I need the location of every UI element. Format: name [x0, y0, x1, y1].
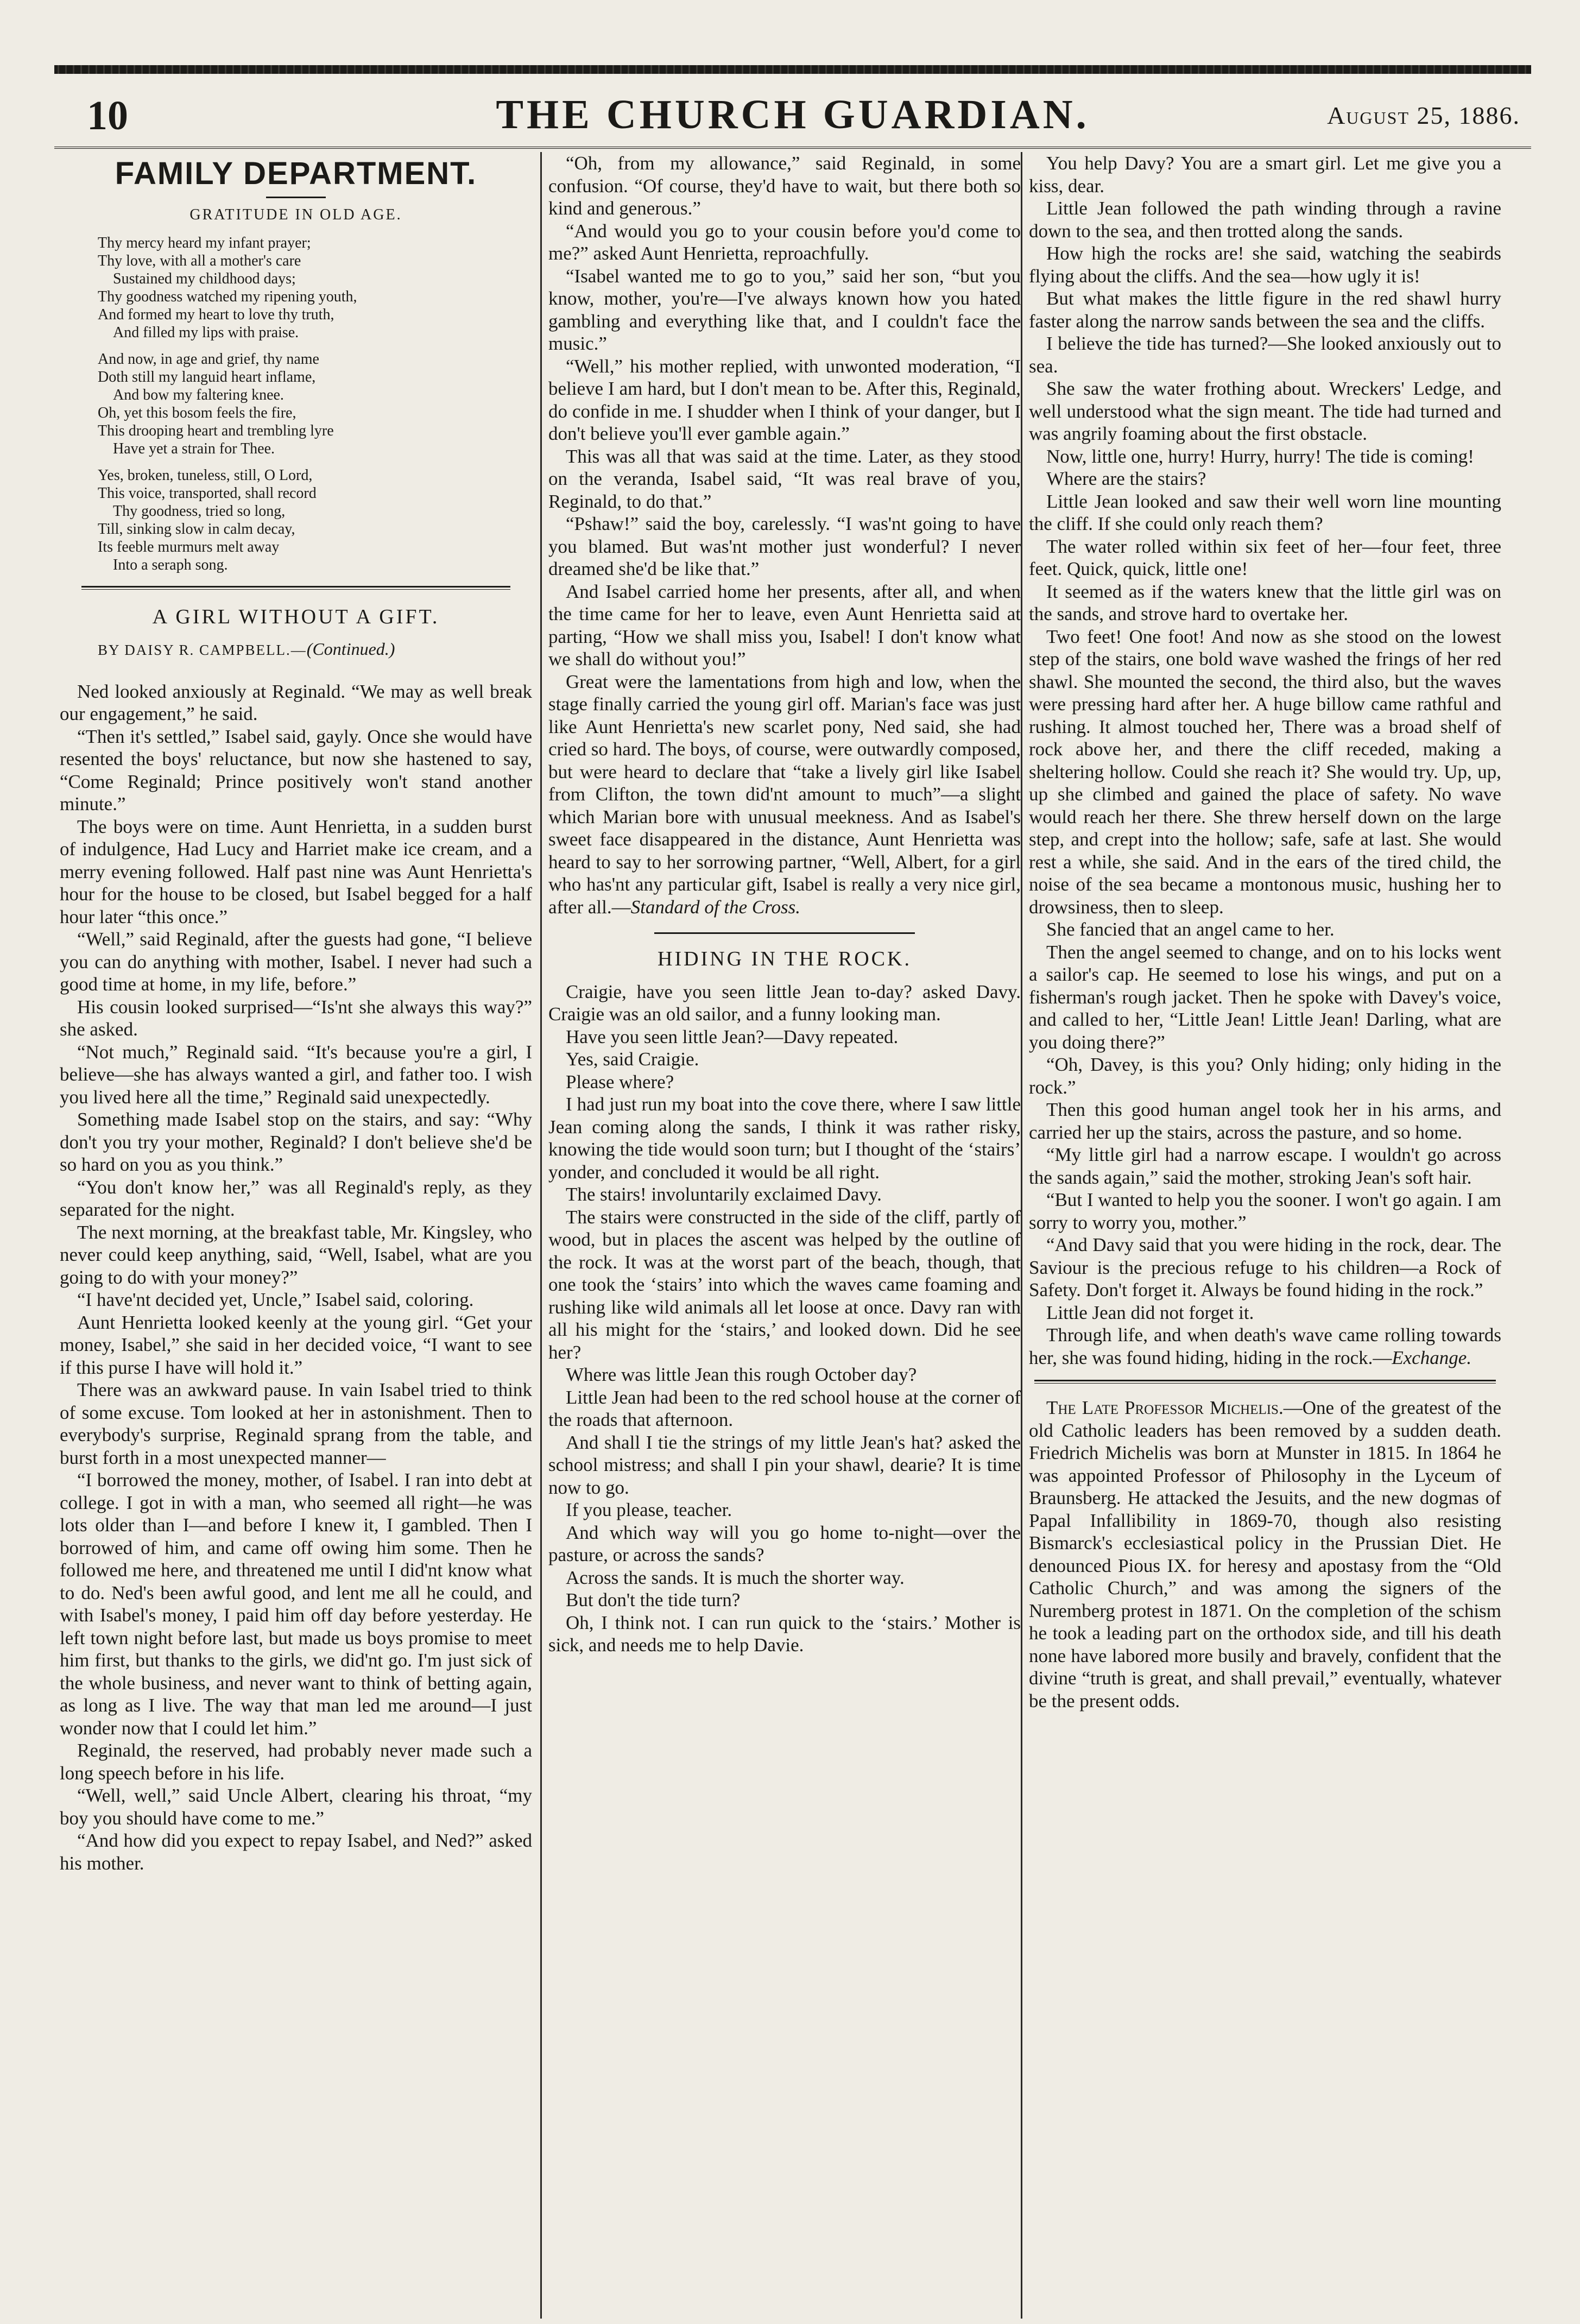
poem-line: Into a seraph song. [113, 556, 228, 573]
continued-note: (Continued.) [306, 639, 395, 659]
paragraph [548, 1026, 1021, 1049]
paragraph [548, 981, 1021, 1026]
paragraph-text: Little Jean followed the path winding through a ravine down to the sea, and then trotted along the sands. [1029, 198, 1501, 242]
paragraph [1029, 1098, 1501, 1144]
poem-title: GRATITUDE IN OLD AGE. [189, 206, 402, 223]
issue-date: August 25, 1886. [1327, 102, 1520, 129]
paragraph [1029, 242, 1501, 287]
paragraph [1029, 332, 1501, 377]
paragraph-text: “Well,” said Reginald, after the guests had gone, “I believe you can do anything with mother, Isabel. I never had such a good time at home, in my life, before.” [60, 929, 532, 995]
column-rule [1021, 152, 1022, 2319]
column-rule [540, 152, 542, 2319]
stanza-gap [98, 342, 532, 350]
paragraph [1029, 197, 1501, 242]
poem-line: Have yet a strain for Thee. [113, 440, 275, 457]
paragraph-text: “Well, well,” said Uncle Albert, clearing his throat, “my boy you should have come to me.” [60, 1785, 532, 1829]
paragraph-text: “And Davy said that you were hiding in the rock, dear. The Saviour is the precious refuge to his children—a Rock of Safety. Don't forget it. Always be found hiding in the rock.” [1029, 1234, 1501, 1300]
page-number: 10 [87, 93, 128, 138]
paragraph-text: Then the angel seemed to change, and on to his locks went a sailor's cap. He seemed to lose his wings, and put on a fisherman's rough jacket. Then he spoke with Davey's voice, and called to her, “Little Jean! Little Jean! Darling, what are you doing there?” [1029, 941, 1501, 1053]
obituary-paragraph [1029, 1397, 1501, 1712]
poem-line: Oh, yet this bosom feels the fire, [98, 404, 296, 421]
column-3 [1029, 152, 1501, 2319]
paragraph-text: I believe the tide has turned?—She looked anxiously out to sea. [1029, 333, 1501, 377]
paragraph [60, 1311, 532, 1379]
paragraph [548, 1386, 1021, 1431]
paragraph [60, 1739, 532, 1784]
paragraph [1029, 535, 1501, 580]
paragraph-text: The boys were on time. Aunt Henrietta, in a sudden burst of indulgence, Had Lucy and Harriet make ice cream, and a merry evening followed. Half past nine was Aunt Henrietta's hour for the house to be closed, but Isabel begged for a half hour later “this once.” [60, 816, 532, 927]
paragraph [548, 1521, 1021, 1567]
poem [98, 234, 532, 574]
column-2 [548, 152, 1021, 2319]
section-divider [654, 932, 915, 934]
paragraph [548, 1589, 1021, 1612]
paragraph [1029, 1302, 1501, 1324]
paragraph-text: Two feet! One foot! And now as she stood on the lowest step of the stairs, one bold wave washed the frings of her red shawl. She mounted the second, the third also, but the waves were pressing hard after her. A huge billow came rathful and rushing. It almost touched her, There was a broad shelf of rock above her, and there the cliff receded, making a sheltering hollow. Could she reach it? She would try. Up, up, up she climbed and gained the place of safety. No wave would reach her there. She threw herself down on the large step, and crept into the hollow; safe, safe at last. She would rest a while, she said. And in the ears of the tired child, the noise of the sea became a montonous music, hushing her to drowsiness, then to sleep. [1029, 626, 1501, 918]
paragraph-text: “Oh, Davey, is this you? Only hiding; only hiding in the rock.” [1029, 1054, 1501, 1098]
paragraph [1029, 1189, 1501, 1234]
poem-line: And now, in age and grief, thy name [98, 350, 319, 368]
section-divider [81, 586, 510, 590]
story-title: A GIRL WITHOUT A GIFT. [152, 605, 440, 628]
paragraph [548, 1183, 1021, 1206]
paragraph-text: Yes, said Craigie. [566, 1049, 699, 1070]
paragraph [60, 725, 532, 816]
paragraph-text: Across the sands. It is much the shorter way. [566, 1567, 905, 1588]
story-byline [98, 638, 532, 662]
paragraph [548, 513, 1021, 580]
paragraph [548, 355, 1021, 445]
story-text-continued [1029, 152, 1501, 1369]
paragraph-text: This was all that was said at the time. Later, as they stood on the veranda, Isabel said, “It was real brave of you, Reginald, to do that.” [548, 445, 1021, 512]
paragraph [60, 1784, 532, 1829]
paragraph [1029, 445, 1501, 468]
poem-line: And filled my lips with praise. [113, 324, 299, 341]
paragraph [60, 996, 532, 1041]
paragraph-text: Aunt Henrietta looked keenly at the young girl. “Get your money, Isabel,” she said in her decided voice, “I want to see if this purse I have will hold it.” [60, 1311, 532, 1378]
newspaper-title: THE CHURCH GUARDIAN. [496, 92, 1090, 137]
paragraph [1029, 1234, 1501, 1302]
paragraph [548, 1499, 1021, 1521]
paragraph [60, 1469, 532, 1739]
paragraph [1029, 287, 1501, 332]
paragraph [548, 1048, 1021, 1071]
paragraph-text: And shall I tie the strings of my little Jean's hat? asked the school mistress; and shall I pin your shawl, dearie? It is time now to go. [548, 1431, 1021, 1498]
paragraph [1029, 490, 1501, 535]
paragraph [60, 1379, 532, 1469]
paragraph-text: Little Jean looked and saw their well worn line mounting the cliff. If she could only reach them? [1029, 490, 1501, 534]
paragraph-text: I had just run my boat into the cove there, where I saw little Jean coming along the sands, I think it was rather risky, knowing the tide would soon turn; but I thought of the ‘stairs’ yonder, and concluded it would be all right. [548, 1094, 1021, 1183]
section-divider [1034, 1380, 1496, 1384]
paragraph [60, 680, 532, 725]
paragraph [548, 445, 1021, 513]
paragraph-text: Please where? [566, 1071, 674, 1092]
poem-line: And bow my faltering knee. [113, 386, 284, 403]
poem-line: Till, sinking slow in calm decay, [98, 520, 295, 538]
paragraph-text: “Not much,” Reginald said. “It's because you're a girl, I believe—she has always wanted a girl, and father too. I wish you lived here all the time,” Reginald said unexpectedly. [60, 1041, 532, 1108]
paragraph [1029, 941, 1501, 1054]
paragraph [1029, 580, 1501, 626]
paragraph [60, 816, 532, 929]
poem-line: Its feeble murmurs melt away [98, 538, 280, 555]
poem-line: Thy goodness, tried so long, [113, 502, 286, 520]
paragraph-text: The next morning, at the breakfast table, Mr. Kingsley, who never could keep anything, said, “Well, Isabel, what are you going to do with your money?” [60, 1221, 532, 1288]
paragraph [1029, 1144, 1501, 1189]
paragraph-text: You help Davy? You are a smart girl. Let me give you a kiss, dear. [1029, 153, 1501, 197]
paragraph [548, 1206, 1021, 1364]
paragraph [1029, 626, 1501, 919]
paragraph-text: “Oh, from my allowance,” said Reginald, in some confusion. “Of course, they'd have to wait, but there both so kind and generous.” [548, 153, 1021, 219]
paragraph [548, 671, 1021, 919]
paragraph-text: How high the rocks are! she said, watching the seabirds flying about the cliffs. And the sea—how ugly it is! [1029, 243, 1501, 287]
paragraph-text: Craigie, have you seen little Jean to-day? asked Davy. Craigie was an old sailor, and a funny looking man. [548, 981, 1021, 1025]
stanza-gap [98, 458, 532, 466]
poem-line: This drooping heart and trembling lyre [98, 422, 334, 439]
paragraph-text: “Well,” his mother replied, with unwonted moderation, “I believe I am hard, but I don't mean to be. After this, Reginald, do confide in me. I shudder when I think of your danger, but I don't believe you'll ever gamble again.” [548, 355, 1021, 444]
paragraph-text: Where are the stairs? [1046, 468, 1206, 489]
paragraph-text: Where was little Jean this rough October day? [566, 1364, 917, 1385]
paragraph-text: Reginald, the reserved, had probably never made such a long speech before in his life. [60, 1740, 532, 1784]
paragraph-text: She saw the water frothing about. Wreckers' Ledge, and well understood what the sign meant. The tide had turned and was angrily foaming about the first obstacle. [1029, 378, 1501, 444]
paragraph-text: “Then it's settled,” Isabel said, gayly. Once she would have resented the boys' reluctance, but now she hastened to say, “Come Reginald; Prince positively won't stand another minute.” [60, 725, 532, 814]
poem-line: Doth still my languid heart inflame, [98, 368, 316, 386]
paragraph-text: Little Jean had been to the red school house at the corner of the roads that afternoon. [548, 1386, 1021, 1430]
paragraph-text: “You don't know her,” was all Reginald's reply, as they separated for the night. [60, 1176, 532, 1220]
paragraph [548, 580, 1021, 671]
poem-line: Thy love, with all a mother's care [98, 252, 301, 269]
obituary-text: —One of the greatest of the old Catholic leaders has been removed by a sudden death. Friedrich Michelis was born at Munster in 1815. In 1864 he was appointed Professor of Philosophy in the Lyceum of Braunsberg. He attacked the Jesuits, and the new dogmas of Papal Infallibility in 1869-70, though also resisting Bismarck's ecclesiastical policy in the Prussian Diet. He denounced Pious IX. for heresy and apostasy from the “Old Catholic Church,” and was among the signers of the Nuremberg protest in 1871. On the completion of the schism he took a leading part on the orthodox side, and till his death none have labored more busily and bravely, confident that the divine “truth is great, and shall prevail,” eventually, whatever be the present odds. [1029, 1397, 1501, 1712]
paragraph-text: But what makes the little figure in the red shawl hurry faster along the narrow sands between the sea and the cliffs. [1029, 288, 1501, 332]
department-heading: FAMILY DEPARTMENT. [115, 156, 477, 191]
paragraph [548, 1093, 1021, 1183]
paragraph-text: Little Jean did not forget it. [1046, 1302, 1254, 1323]
paragraph [60, 1176, 532, 1221]
paragraph-text: The stairs! involuntarily exclaimed Davy. [566, 1184, 882, 1205]
paragraph [548, 1612, 1021, 1657]
paragraph-text: Ned looked anxiously at Reginald. “We may as well break our engagement,” he said. [60, 680, 532, 724]
paragraph-text: “And how did you expect to repay Isabel, and Ned?” asked his mother. [60, 1830, 532, 1874]
paragraph [60, 1221, 532, 1289]
obituary-lead: The Late Professor Michelis. [1046, 1397, 1284, 1418]
column-1 [60, 152, 532, 2319]
source-credit: Exchange. [1392, 1347, 1472, 1368]
paragraph [548, 1567, 1021, 1589]
paragraph-text: It seemed as if the waters knew that the little girl was on the sands, and strove hard to overtake her. [1029, 580, 1501, 624]
paragraph [1029, 377, 1501, 445]
paragraph [1029, 1324, 1501, 1369]
paragraph-text: “My little girl had a narrow escape. I wouldn't go across the sands again,” said the mother, stroking Jean's soft hair. [1029, 1144, 1501, 1188]
paragraph-text: His cousin looked surprised—“Is'nt she always this way?” she asked. [60, 996, 532, 1040]
paragraph-text: “Pshaw!” said the boy, carelessly. “I was'nt going to have you blamed. But was'nt mother just wonderful? I never dreamed she'd be like that.” [548, 513, 1021, 579]
poem-line: This voice, transported, shall record [98, 484, 317, 502]
paragraph [1029, 468, 1501, 490]
heading-rule [266, 197, 326, 198]
paragraph-text: Oh, I think not. I can run quick to the ‘stairs.’ Mother is sick, and needs me to help Davie. [548, 1612, 1021, 1656]
paragraph-text: The water rolled within six feet of her—four feet, three feet. Quick, quick, little one! [1029, 535, 1501, 579]
paragraph-text: Then this good human angel took her in his arms, and carried her up the stairs, across the pasture, and so home. [1029, 1099, 1501, 1143]
paragraph [1029, 1053, 1501, 1098]
story-text-continued [548, 152, 1021, 918]
paragraph [548, 152, 1021, 220]
poem-line: Sustained my childhood days; [113, 270, 296, 287]
paragraph [548, 265, 1021, 355]
story-text [60, 680, 532, 1875]
paragraph-text: If you please, teacher. [566, 1499, 732, 1520]
paragraph-text: And which way will you go home to-night—over the pasture, or across the sands? [548, 1521, 1021, 1565]
paragraph [548, 1431, 1021, 1499]
poem-line: Thy goodness watched my ripening youth, [98, 288, 357, 305]
poem-line: And formed my heart to love thy truth, [98, 306, 334, 323]
paragraph-text: “I have'nt decided yet, Uncle,” Isabel said, coloring. [77, 1289, 474, 1310]
paragraph-text: There was an awkward pause. In vain Isabel tried to think of some excuse. Tom looked at her in astonishment. Then to everybody's surprise, Reginald sprang from the table, and burst forth in a most unexpected manner— [60, 1379, 532, 1468]
byline-text: BY DAISY R. CAMPBELL.— [98, 642, 307, 658]
paragraph-text: “But I wanted to help you the sooner. I won't go again. I am sorry to worry you, mother.” [1029, 1189, 1501, 1233]
paragraph-text: But don't the tide turn? [566, 1589, 741, 1611]
paragraph-text: “I borrowed the money, mother, of Isabel. I ran into debt at college. I got in with a man, who seemed all right—he was lots older than I—and before I knew it, I gambled. Then I borrowed of him, and came off owing him some. Then he followed me here, and threatened me until I did'nt know what to do. Ned's been awful good, and lent me all he could, and with Isabel's money, I paid him off day before yesterday. He left town night before last, but made us boys promise to meet him first, but thanks to the girls, we did'nt go. I'm just sick of the whole business, and never want to think of betting again, as long as I live. The way that man led me around—I just wonder now that I could let him.” [60, 1469, 532, 1739]
poem-line: Yes, broken, tuneless, still, O Lord, [98, 466, 313, 484]
paragraph-text: Through life, and when death's wave came rolling towards her, she was found hiding, hiding in the rock.— [1029, 1324, 1501, 1368]
paragraph-text: “And would you go to your cousin before you'd come to me?” asked Aunt Henrietta, reproachfully. [548, 220, 1021, 264]
paragraph-text: And Isabel carried home her presents, after all, and when the time came for her to leave, even Aunt Henrietta said at parting, “How we shall miss you, Isabel! I don't know what we shall do without you!” [548, 580, 1021, 670]
story-text [548, 981, 1021, 1657]
paragraph-text: She fancied that an angel came to her. [1046, 919, 1335, 940]
paragraph-text: Great were the lamentations from high and low, when the stage finally carried the young girl off. Marian's face was just like Aunt Henrietta's new scarlet pony, Ned said, she had cried so hard. The boys, of course, were outwardly composed, but were heard to declare that “take a lively girl like Isabel from Clifton, the town did'nt amount to much”—a slight which Marian bore with unusual meekness. And as Isabel's sweet face disappeared in the distance, Aunt Henrietta was heard to say to her sorrowing partner, “Well, Albert, for a girl who has'nt any particular gift, Isabel is really a very nice girl, after all.— [548, 671, 1021, 918]
paragraph-text: Now, little one, hurry! Hurry, hurry! The tide is coming! [1046, 445, 1474, 467]
story-title: HIDING IN THE ROCK. [658, 948, 912, 970]
paragraph [60, 1289, 532, 1311]
paragraph-text: Something made Isabel stop on the stairs, and say: “Why don't you try your mother, Reginald? I don't believe she'd be so hard on you as you think.” [60, 1109, 532, 1175]
paragraph [548, 1363, 1021, 1386]
poem-line: Thy mercy heard my infant prayer; [98, 234, 311, 251]
paragraph [1029, 152, 1501, 197]
source-credit: Standard of the Cross. [630, 896, 801, 918]
paragraph [60, 1108, 532, 1176]
paragraph [548, 1071, 1021, 1094]
paragraph-text: The stairs were constructed in the side of the cliff, partly of wood, but in places the ascent was helped by the outline of the rock. It was at the worst part of the beach, though, that one took the ‘stairs’ into which the waves came foaming and rushing like wild animals all let loose at once. Davy ran with all his might for the ‘stairs,’ and looked down. Did he see her? [548, 1206, 1021, 1363]
paragraph [60, 1829, 532, 1874]
paragraph-text: “Isabel wanted me to go to you,” said her son, “but you know, mother, you're—I've always known how you hated gambling and everything like that, and I couldn't face the music.” [548, 265, 1021, 354]
header-rule [54, 65, 1531, 74]
paragraph [60, 928, 532, 996]
paragraph [548, 220, 1021, 265]
paragraph-text: Have you seen little Jean?—Davy repeated. [566, 1026, 899, 1047]
paragraph [60, 1041, 532, 1109]
masthead [54, 87, 1531, 149]
paragraph [1029, 918, 1501, 941]
